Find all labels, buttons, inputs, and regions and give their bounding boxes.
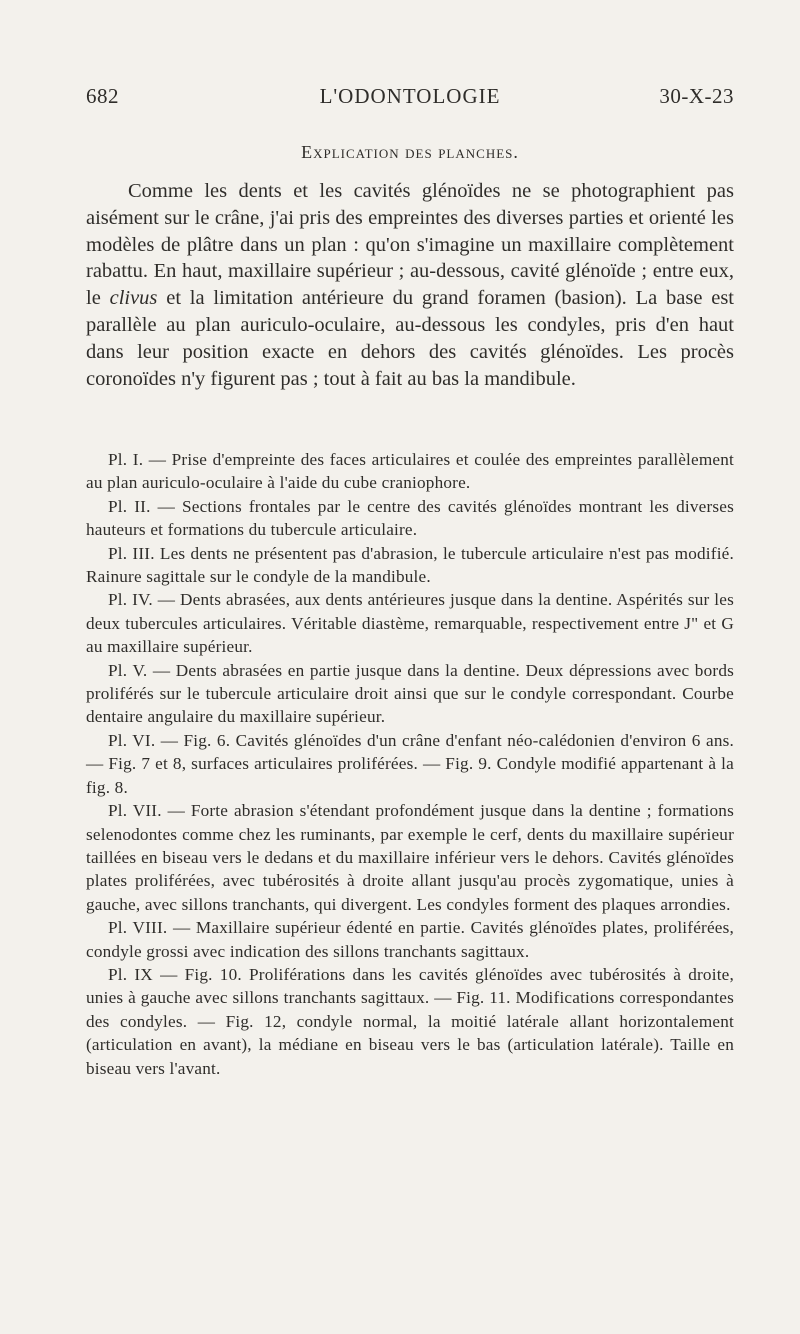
- intro-text-part2: et la limitation antérieure du grand foramen (basion). La base est parallèle au plan auriculo-oculaire, au-dessous les condyles, pris d'en haut dans leur position exacte en dehors des cavités glénoïdes. Les procès coronoïdes n'y figurent pas ; tout à fait au bas la mandibule.: [86, 287, 734, 390]
- plate-entry-5: Pl. V. — Dents abrasées en partie jusque dans la dentine. Deux dépressions avec bords proliférés sur le tubercule articulaire droit ainsi que sur le condyle correspondant. Courbe dentaire angulaire du maxillaire supérieur.: [86, 660, 734, 727]
- intro-text-part1: Comme les dents et les cavités glénoïdes ne se photographient pas aisément sur le crâne, j'ai pris des empreintes des diverses parties et orienté les modèles de plâtre dans un plan : qu'on s'imagine un maxillaire complètement rabattu. En haut, maxillaire supérieur ; au-dessous, cavité glénoïde ; entre eux, le: [86, 180, 734, 310]
- journal-title: L'ODONTOLOGIE: [319, 84, 501, 108]
- plate-entry-1: Pl. I. — Prise d'empreinte des faces articulaires et coulée des empreintes parallèlement au plan auriculo-oculaire à l'aide du cube craniophore.: [86, 450, 734, 493]
- intro-italic-term: clivus: [109, 287, 158, 310]
- plate-entry-7: Pl. VII. — Forte abrasion s'étendant profondément jusque dans la dentine ; formations selenodontes comme chez les ruminants, par exemple le cerf, dents du maxillaire supérieur taillées en biseau vers le dedans et du maxillaire inférieur vers le dehors. Cavités glénoïdes plates proliférées, avec tubérosités à droite allant jusqu'au procès zygomatique, unies à gauche, avec sillons tranchants, qui divergent. Les condyles forment des plaques arrondies.: [86, 801, 734, 914]
- plate-entry-2: Pl. II. — Sections frontales par le centre des cavités glénoïdes montrant les diverses hauteurs et formations du tubercule articulaire.: [86, 496, 734, 540]
- issue-date: 30-X-23: [659, 84, 734, 108]
- plate-entry-4: Pl. IV. — Dents abrasées, aux dents antérieures jusque dans la dentine. Aspérités sur les deux tubercules articulaires. Véritable diastème, remarquable, respectivement entre J" et G au maxillaire supérieur.: [86, 590, 734, 657]
- plate-entry-3: Pl. III. Les dents ne présentent pas d'abrasion, le tubercule articulaire n'est pas modifié. Rainure sagittale sur le condyle de la mandibule.: [86, 543, 734, 587]
- running-head: [86, 84, 734, 110]
- plate-entry-9: Pl. IX — Fig. 10. Proliférations dans les cavités glénoïdes avec tubérosités à droite, unies à gauche avec sillons tranchants sagittaux. — Fig. 11. Modifications correspondantes des condyles. — Fig. 12, condyle normal, la moitié latérale allant horizontalement (articulation en avant), la médiane en biseau vers le bas (articulation latérale). Taille en biseau vers l'avant.: [86, 964, 734, 1078]
- plate-entry-6: Pl. VI. — Fig. 6. Cavités glénoïdes d'un crâne d'enfant néo-calédonien d'environ 6 ans. — Fig. 7 et 8, surfaces articulaires proliférées. — Fig. 9. Condyle modifié appartenant à la fig. 8.: [86, 730, 734, 797]
- plates-list: [86, 448, 734, 1080]
- section-heading: Explication des planches.: [301, 142, 519, 162]
- intro-paragraph: [86, 178, 734, 392]
- plate-entry-8: Pl. VIII. — Maxillaire supérieur édenté en partie. Cavités glénoïdes plates, proliférées, condyle grossi avec indication des sillons tranchants sagittaux.: [86, 918, 734, 961]
- page-number: 682: [86, 84, 119, 108]
